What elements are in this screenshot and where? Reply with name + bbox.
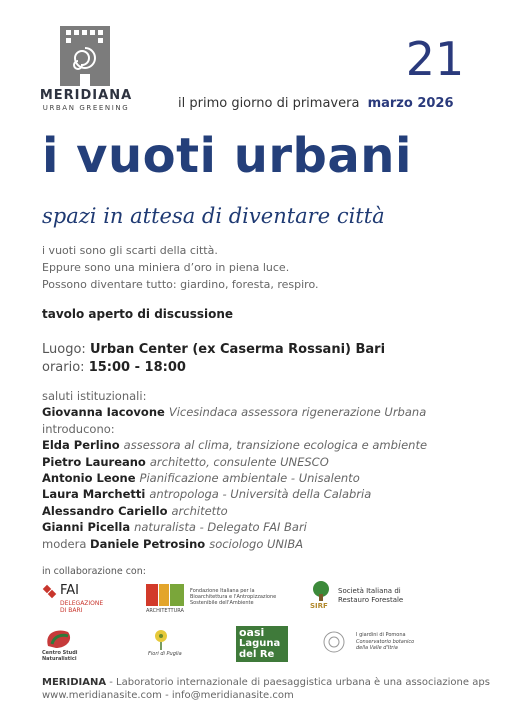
fai-sub2: DI BARI [60,607,83,614]
intro-text [42,242,319,293]
leaf-icon [42,626,76,652]
speaker-role: antropologa - Università della Calabria [149,487,372,502]
speaker-row [42,404,427,420]
intro-line: i vuoti sono gli scarti della città. [42,244,218,257]
speaker-name: Laura Marchetti [42,487,146,502]
time-label: orario: [42,360,85,375]
speaker-name: Antonio Leone [42,471,136,486]
speaker-name: Pietro Laureano [42,454,146,469]
footer-description [42,677,490,688]
logo-title: MERIDIANA [39,88,133,103]
speaker-row [42,454,427,470]
fai-logo-icon [42,584,58,600]
page-title: i vuoti urbani [42,128,412,184]
logo-subtitle: URBAN GREENING [42,104,130,112]
flower-icon [146,626,176,650]
page-subtitle: spazi in attesa di diventare città [42,204,385,228]
speaker-role: Pianificazione ambientale - Unisalento [139,471,360,486]
tree-icon [308,580,334,602]
intro-line: Possono diventare tutto: giardino, foresta, respiro. [42,278,319,291]
event-day: 21 [405,32,465,86]
intro-line: Eppure sono una miniera d’oro in piena luce. [42,261,290,274]
location-label: Luogo: [42,342,86,357]
footer-name: MERIDIANA [42,677,107,688]
footer-desc: - Laboratorio internazionale di paesaggistica urbana è una associazione aps [109,677,490,688]
moderator-name: Daniele Petrosino [90,536,206,551]
month-year: marzo 2026 [367,96,454,111]
bio-desc: Bioarchitettura e l'Antropizzazione [190,594,277,600]
speaker-role: naturalista - Delegato FAI Bari [134,520,307,535]
sirf-name: SIRF [310,602,328,610]
speaker-role: architetto, consulente UNESCO [149,454,329,469]
footer-contacts [42,690,294,701]
saluti-label: saluti istituzionali: [42,389,147,403]
bio-sub: ARCHITETTURA [146,608,184,614]
time [42,360,186,375]
time-value: 15:00 - 18:00 [88,360,186,375]
partner-oasi [236,626,288,662]
footer-website[interactable]: www.meridianasite.com [42,690,162,701]
speaker-name: Gianni Picella [42,520,131,535]
fiori-name: Fiori di Puglia [148,651,182,657]
program-list [42,388,427,552]
location-value: Urban Center (ex Caserma Rossani) Bari [89,342,386,357]
meridiana-logo [60,26,110,86]
oasi-line: Laguna [239,638,281,649]
oasi-line: oasi [239,626,265,639]
speaker-row [42,486,427,502]
speaker-row [42,519,427,535]
bio-desc: Fondazione Italiana per la [190,588,255,594]
speaker-name: Alessandro Cariello [42,503,168,518]
location [42,342,385,357]
speaker-name: Elda Perlino [42,438,120,453]
csn-line: Naturalistici [42,656,77,662]
fai-sub1: DELEGAZIONE [60,600,104,607]
modera-label: modera [42,536,87,551]
speaker-role: Vicesindaca assessora rigenerazione Urbana [168,405,427,420]
date-text: il primo giorno di primavera [178,96,360,111]
bio-desc: Sostenibile dell'Ambiente [190,600,254,606]
sirf-desc: Società Italiana di [338,587,401,595]
event-date [178,96,454,111]
bio-logo-icon [146,584,186,606]
csn-line: Centro Studi [42,650,78,656]
pomona-seal-icon [322,630,346,654]
oasi-line: del Re [239,649,275,660]
event-type: tavolo aperto di discussione [42,307,234,321]
speaker-row [42,503,427,519]
speaker-row [42,437,427,453]
moderator-role: sociologo UNIBA [209,536,304,551]
speaker-role: architetto [171,503,228,518]
pomona-line: I giardini di Pomona [356,632,406,638]
pomona-line: Conservatorio botanico [356,639,415,645]
spiral-tower-icon [60,26,110,86]
speaker-name: Giovanna Iacovone [42,405,165,420]
footer-email[interactable]: - info@meridianasite.com [165,690,294,701]
fai-name: FAI [60,583,80,598]
sirf-desc: Restauro Forestale [338,596,404,604]
speaker-row [42,470,427,486]
speaker-role: assessora al clima, transizione ecologica e ambiente [123,438,428,453]
introducono-label: introducono: [42,421,115,436]
pomona-line: della Valle d'Itria [356,645,398,651]
moderator-row [42,536,427,552]
partners-label: in collaborazione con: [42,566,146,577]
